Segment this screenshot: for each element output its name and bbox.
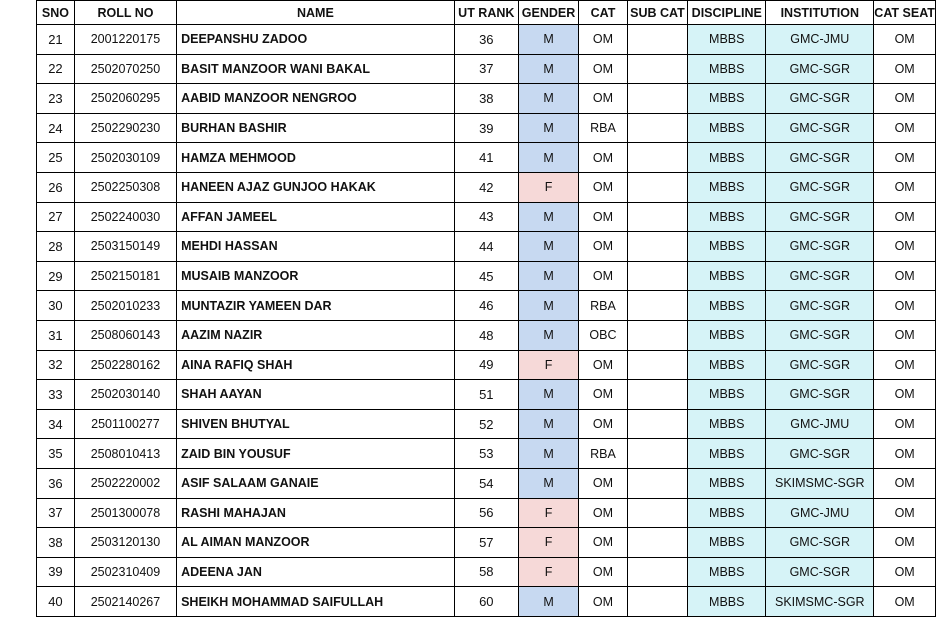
cell-gender: M (518, 320, 578, 350)
table-row (37, 409, 936, 439)
cell-institution: GMC-SGR (766, 291, 874, 321)
cell-name: SHIVEN BHUTYAL (177, 409, 455, 439)
cell-sno: 26 (37, 172, 75, 202)
cell-discipline: MBBS (688, 528, 766, 558)
cell-roll-no: 2502280162 (74, 350, 176, 380)
cell-name: MEHDI HASSAN (177, 232, 455, 262)
cell-cat: OM (579, 25, 628, 55)
cell-sub-cat (627, 54, 687, 84)
cell-cat: RBA (579, 439, 628, 469)
cell-cat: OM (579, 587, 628, 617)
cell-roll-no: 2502150181 (74, 261, 176, 291)
cell-cat-seat: OM (874, 172, 936, 202)
cell-institution: SKIMSMC-SGR (766, 587, 874, 617)
cell-ut-rank: 38 (454, 84, 518, 114)
cell-sno: 23 (37, 84, 75, 114)
cell-ut-rank: 51 (454, 380, 518, 410)
cell-cat-seat: OM (874, 498, 936, 528)
cell-discipline: MBBS (688, 291, 766, 321)
cell-gender: M (518, 143, 578, 173)
cell-gender: M (518, 439, 578, 469)
cell-cat: OM (579, 468, 628, 498)
cell-name: SHEIKH MOHAMMAD SAIFULLAH (177, 587, 455, 617)
cell-cat-seat: OM (874, 25, 936, 55)
cell-gender: M (518, 380, 578, 410)
cell-cat: OM (579, 409, 628, 439)
cell-name: DEEPANSHU ZADOO (177, 25, 455, 55)
cell-roll-no: 2502220002 (74, 468, 176, 498)
cell-sno: 29 (37, 261, 75, 291)
cell-gender: M (518, 232, 578, 262)
cell-institution: SKIMSMC-SGR (766, 468, 874, 498)
cell-gender: M (518, 113, 578, 143)
cell-cat-seat: OM (874, 468, 936, 498)
header-sub-cat: SUB CAT (627, 1, 687, 25)
table-row (37, 587, 936, 617)
cell-cat-seat: OM (874, 202, 936, 232)
cell-cat: RBA (579, 113, 628, 143)
cell-name: AL AIMAN MANZOOR (177, 528, 455, 558)
cell-sno: 31 (37, 320, 75, 350)
cell-name: ADEENA JAN (177, 557, 455, 587)
cell-discipline: MBBS (688, 261, 766, 291)
cell-cat: OM (579, 261, 628, 291)
cell-sub-cat (627, 25, 687, 55)
cell-cat: OM (579, 84, 628, 114)
table-row (37, 143, 936, 173)
cell-sub-cat (627, 84, 687, 114)
header-name: NAME (177, 1, 455, 25)
cell-cat-seat: OM (874, 380, 936, 410)
cell-roll-no: 2502310409 (74, 557, 176, 587)
cell-sub-cat (627, 143, 687, 173)
cell-sno: 25 (37, 143, 75, 173)
merit-list-table (36, 0, 936, 617)
cell-discipline: MBBS (688, 557, 766, 587)
cell-ut-rank: 52 (454, 409, 518, 439)
header-row (37, 1, 936, 25)
cell-gender: M (518, 54, 578, 84)
cell-sno: 28 (37, 232, 75, 262)
cell-roll-no: 2508060143 (74, 320, 176, 350)
cell-name: SHAH AAYAN (177, 380, 455, 410)
cell-sub-cat (627, 113, 687, 143)
header-sno: SNO (37, 1, 75, 25)
cell-sno: 22 (37, 54, 75, 84)
cell-institution: GMC-SGR (766, 439, 874, 469)
cell-gender: M (518, 587, 578, 617)
cell-ut-rank: 57 (454, 528, 518, 558)
cell-cat-seat: OM (874, 587, 936, 617)
cell-name: ZAID BIN YOUSUF (177, 439, 455, 469)
cell-name: HAMZA MEHMOOD (177, 143, 455, 173)
cell-institution: GMC-SGR (766, 557, 874, 587)
merit-list-sheet (36, 0, 936, 617)
cell-ut-rank: 43 (454, 202, 518, 232)
cell-name: BURHAN BASHIR (177, 113, 455, 143)
cell-gender: M (518, 409, 578, 439)
cell-cat-seat: OM (874, 291, 936, 321)
cell-gender: F (518, 498, 578, 528)
cell-cat-seat: OM (874, 439, 936, 469)
cell-gender: M (518, 84, 578, 114)
cell-sno: 37 (37, 498, 75, 528)
cell-institution: GMC-SGR (766, 54, 874, 84)
cell-name: AFFAN JAMEEL (177, 202, 455, 232)
cell-sno: 40 (37, 587, 75, 617)
cell-cat-seat: OM (874, 113, 936, 143)
cell-gender: M (518, 468, 578, 498)
header-discipline: DISCIPLINE (688, 1, 766, 25)
cell-cat: OM (579, 557, 628, 587)
cell-roll-no: 2502290230 (74, 113, 176, 143)
table-row (37, 172, 936, 202)
cell-sno: 24 (37, 113, 75, 143)
cell-sno: 21 (37, 25, 75, 55)
cell-name: MUNTAZIR YAMEEN DAR (177, 291, 455, 321)
cell-roll-no: 2508010413 (74, 439, 176, 469)
cell-gender: F (518, 350, 578, 380)
cell-sub-cat (627, 468, 687, 498)
table-row (37, 291, 936, 321)
cell-roll-no: 2502030140 (74, 380, 176, 410)
table-row (37, 84, 936, 114)
cell-cat-seat: OM (874, 84, 936, 114)
cell-discipline: MBBS (688, 172, 766, 202)
cell-cat-seat: OM (874, 528, 936, 558)
cell-roll-no: 2502070250 (74, 54, 176, 84)
cell-discipline: MBBS (688, 113, 766, 143)
cell-name: RASHI MAHAJAN (177, 498, 455, 528)
cell-ut-rank: 60 (454, 587, 518, 617)
cell-ut-rank: 44 (454, 232, 518, 262)
cell-roll-no: 2502140267 (74, 587, 176, 617)
header-cat-seat: CAT SEAT (874, 1, 936, 25)
table-row (37, 350, 936, 380)
header-institution: INSTITUTION (766, 1, 874, 25)
table-row (37, 113, 936, 143)
cell-cat-seat: OM (874, 320, 936, 350)
cell-sub-cat (627, 320, 687, 350)
cell-sub-cat (627, 291, 687, 321)
cell-sub-cat (627, 202, 687, 232)
table-row (37, 439, 936, 469)
cell-cat: RBA (579, 291, 628, 321)
cell-roll-no: 2503150149 (74, 232, 176, 262)
cell-roll-no: 2501300078 (74, 498, 176, 528)
cell-sub-cat (627, 528, 687, 558)
cell-sub-cat (627, 557, 687, 587)
cell-sno: 38 (37, 528, 75, 558)
cell-discipline: MBBS (688, 143, 766, 173)
cell-institution: GMC-SGR (766, 202, 874, 232)
table-row (37, 557, 936, 587)
cell-sub-cat (627, 380, 687, 410)
cell-sub-cat (627, 439, 687, 469)
cell-cat-seat: OM (874, 261, 936, 291)
cell-cat-seat: OM (874, 557, 936, 587)
cell-sno: 35 (37, 439, 75, 469)
cell-discipline: MBBS (688, 439, 766, 469)
cell-institution: GMC-JMU (766, 409, 874, 439)
cell-ut-rank: 58 (454, 557, 518, 587)
cell-sno: 36 (37, 468, 75, 498)
cell-ut-rank: 46 (454, 291, 518, 321)
cell-roll-no: 2001220175 (74, 25, 176, 55)
cell-cat-seat: OM (874, 232, 936, 262)
table-row (37, 202, 936, 232)
cell-institution: GMC-SGR (766, 172, 874, 202)
cell-roll-no: 2502060295 (74, 84, 176, 114)
cell-name: MUSAIB MANZOOR (177, 261, 455, 291)
cell-sno: 39 (37, 557, 75, 587)
cell-cat-seat: OM (874, 54, 936, 84)
cell-sub-cat (627, 350, 687, 380)
cell-discipline: MBBS (688, 84, 766, 114)
cell-cat: OM (579, 380, 628, 410)
cell-sub-cat (627, 172, 687, 202)
table-row (37, 232, 936, 262)
cell-sno: 27 (37, 202, 75, 232)
table-row (37, 25, 936, 55)
cell-sub-cat (627, 498, 687, 528)
cell-gender: F (518, 528, 578, 558)
cell-roll-no: 2501100277 (74, 409, 176, 439)
cell-discipline: MBBS (688, 380, 766, 410)
cell-discipline: MBBS (688, 202, 766, 232)
table-row (37, 498, 936, 528)
cell-sno: 32 (37, 350, 75, 380)
cell-institution: GMC-SGR (766, 261, 874, 291)
cell-discipline: MBBS (688, 409, 766, 439)
cell-sno: 33 (37, 380, 75, 410)
cell-cat: OM (579, 350, 628, 380)
cell-cat: OM (579, 172, 628, 202)
cell-name: AINA RAFIQ SHAH (177, 350, 455, 380)
cell-roll-no: 2502010233 (74, 291, 176, 321)
cell-sno: 30 (37, 291, 75, 321)
cell-sub-cat (627, 409, 687, 439)
cell-ut-rank: 41 (454, 143, 518, 173)
table-row (37, 528, 936, 558)
cell-institution: GMC-SGR (766, 380, 874, 410)
header-gender: GENDER (518, 1, 578, 25)
cell-discipline: MBBS (688, 232, 766, 262)
table-row (37, 320, 936, 350)
header-cat: CAT (579, 1, 628, 25)
table-row (37, 380, 936, 410)
cell-gender: M (518, 25, 578, 55)
cell-gender: F (518, 172, 578, 202)
cell-discipline: MBBS (688, 498, 766, 528)
cell-ut-rank: 36 (454, 25, 518, 55)
cell-cat-seat: OM (874, 350, 936, 380)
cell-sub-cat (627, 232, 687, 262)
cell-discipline: MBBS (688, 468, 766, 498)
cell-name: AAZIM NAZIR (177, 320, 455, 350)
cell-cat: OBC (579, 320, 628, 350)
cell-cat: OM (579, 54, 628, 84)
cell-cat: OM (579, 528, 628, 558)
header-roll-no: ROLL NO (74, 1, 176, 25)
table-row (37, 261, 936, 291)
cell-institution: GMC-SGR (766, 232, 874, 262)
cell-name: AABID MANZOOR NENGROO (177, 84, 455, 114)
table-body (37, 25, 936, 617)
cell-cat: OM (579, 498, 628, 528)
cell-gender: F (518, 557, 578, 587)
cell-roll-no: 2503120130 (74, 528, 176, 558)
cell-ut-rank: 56 (454, 498, 518, 528)
header-ut-rank: UT RANK (454, 1, 518, 25)
cell-sub-cat (627, 587, 687, 617)
cell-ut-rank: 42 (454, 172, 518, 202)
cell-cat: OM (579, 202, 628, 232)
cell-institution: GMC-SGR (766, 320, 874, 350)
cell-gender: M (518, 291, 578, 321)
cell-institution: GMC-JMU (766, 498, 874, 528)
cell-institution: GMC-SGR (766, 113, 874, 143)
cell-ut-rank: 49 (454, 350, 518, 380)
cell-gender: M (518, 202, 578, 232)
cell-institution: GMC-SGR (766, 350, 874, 380)
cell-ut-rank: 39 (454, 113, 518, 143)
cell-discipline: MBBS (688, 54, 766, 84)
cell-discipline: MBBS (688, 25, 766, 55)
cell-roll-no: 2502250308 (74, 172, 176, 202)
cell-institution: GMC-SGR (766, 84, 874, 114)
cell-ut-rank: 45 (454, 261, 518, 291)
cell-name: ASIF SALAAM GANAIE (177, 468, 455, 498)
cell-gender: M (518, 261, 578, 291)
cell-ut-rank: 37 (454, 54, 518, 84)
cell-name: BASIT MANZOOR WANI BAKAL (177, 54, 455, 84)
cell-ut-rank: 54 (454, 468, 518, 498)
cell-ut-rank: 53 (454, 439, 518, 469)
cell-sub-cat (627, 261, 687, 291)
cell-discipline: MBBS (688, 587, 766, 617)
cell-roll-no: 2502240030 (74, 202, 176, 232)
cell-discipline: MBBS (688, 350, 766, 380)
cell-cat: OM (579, 232, 628, 262)
cell-name: HANEEN AJAZ GUNJOO HAKAK (177, 172, 455, 202)
table-row (37, 54, 936, 84)
cell-cat: OM (579, 143, 628, 173)
cell-cat-seat: OM (874, 409, 936, 439)
table-row (37, 468, 936, 498)
cell-institution: GMC-SGR (766, 528, 874, 558)
cell-sno: 34 (37, 409, 75, 439)
cell-roll-no: 2502030109 (74, 143, 176, 173)
cell-discipline: MBBS (688, 320, 766, 350)
cell-ut-rank: 48 (454, 320, 518, 350)
cell-institution: GMC-SGR (766, 143, 874, 173)
cell-cat-seat: OM (874, 143, 936, 173)
cell-institution: GMC-JMU (766, 25, 874, 55)
